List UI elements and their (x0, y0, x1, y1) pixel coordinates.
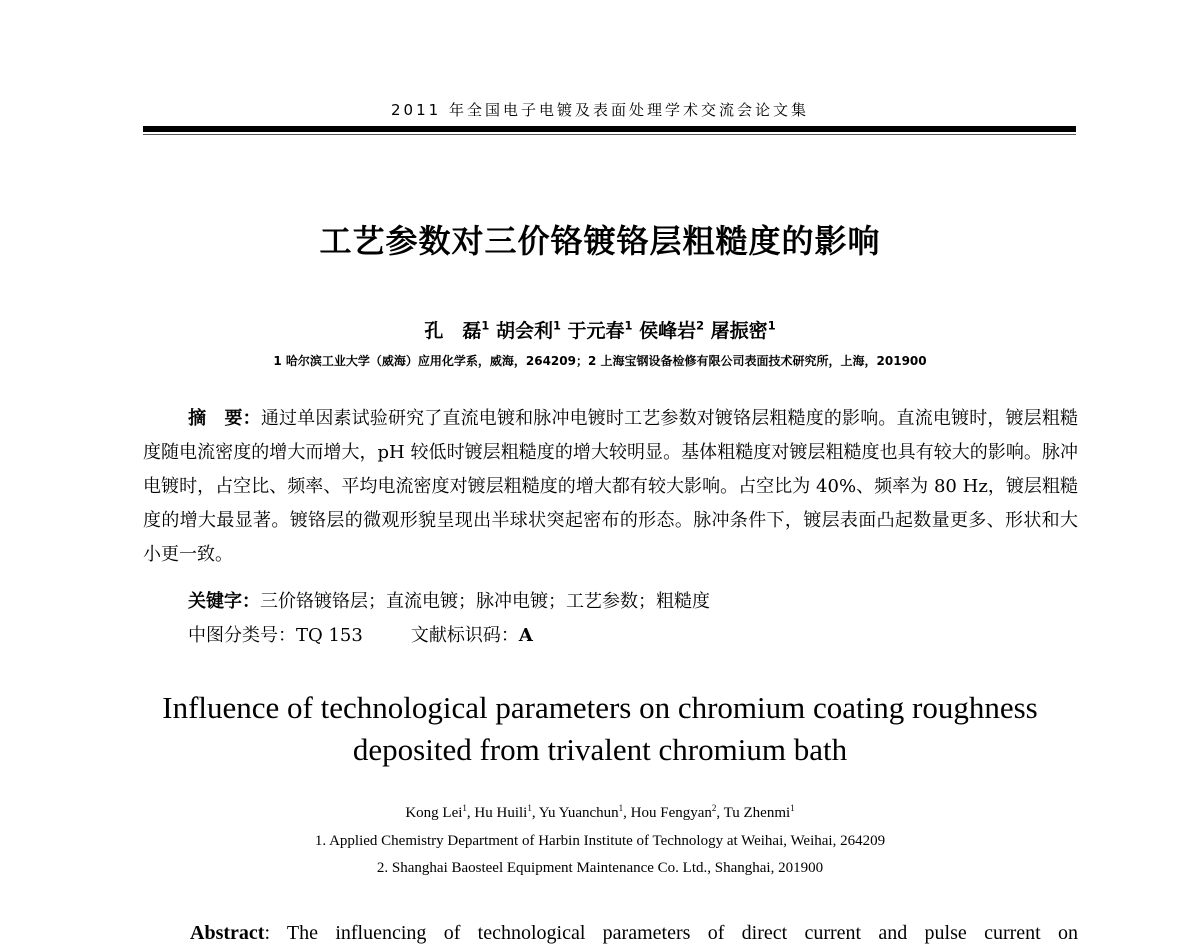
running-head: 2011 年全国电子电镀及表面处理学术交流会论文集 (391, 101, 809, 119)
doc-code-value: A (518, 625, 533, 646)
affiliation-en-1: 1. Applied Chemistry Department of Harbin Institute of Technology at Weihai, Weihai, 264209 (314, 833, 886, 849)
author-cn: 屠振密$^1$ (710, 318, 776, 342)
author-cn: 胡会利$^1$ (495, 318, 561, 342)
keywords-label-cn: 关键字： (188, 591, 260, 612)
abstract-label-en: Abstract (190, 922, 265, 944)
abstract-text-cn: 通过单因素试验研究了直流电镀和脉冲电镀时工艺参数对镀铬层粗糙度的影响。直流电镀时，镀层粗糙度随电流密度的增大而增大，pH 较低时镀层粗糙度的增大较明显。基体粗糙度对镀层粗糙度也具有较大的影响。脉冲电镀时，占空比、频率、平均电流密度对镀层粗糙度的增大都有较大影响。占空比为 40%、频率为 80 Hz，镀层粗糙度的增大最显著。镀铬层的微观形貌呈现出半球状突起密布的形态。脉冲条件下，镀层表面凸起数量更多、形状和大小更一致。 (143, 408, 1079, 565)
author-cn: 侯峰岩$^2$ (639, 318, 705, 342)
classification-line (188, 622, 533, 650)
author-cn: 于元春$^1$ (567, 318, 633, 342)
keywords-cn (188, 588, 710, 616)
doc-code-label: 文献标识码： (410, 625, 519, 646)
abstract-label-cn: 摘 要： (188, 408, 261, 429)
author-en: Kong Lei$^1$, (405, 803, 475, 821)
abstract-text-en: : The influencing of technological parameters of direct current and pulse current on (264, 922, 1078, 944)
affiliation-en-2: 2. Shanghai Baosteel Equipment Maintenance Co. Ltd., Shanghai, 201900 (376, 860, 824, 876)
abstract-cn (143, 402, 1078, 572)
affiliations-cn: 1 哈尔滨工业大学（威海）应用化学系，威海，264209；2 上海宝钢设备检修有限公司表面技术研究所，上海，201900 (273, 354, 927, 368)
author-en: Hou Fengyan$^2$, (630, 803, 724, 821)
clc-label: 中图分类号： (188, 625, 296, 646)
author-cn: 孔 磊$^1$ (424, 318, 490, 342)
author-en: Hu Huili$^1$, (474, 803, 539, 821)
paper-title-en (0, 687, 1200, 771)
header-rule-thick (143, 126, 1076, 132)
author-en: Yu Yuanchun$^1$, (538, 803, 631, 821)
paper-title-en-line2: deposited from trivalent chromium bath (352, 732, 848, 767)
authors-cn (0, 316, 1200, 343)
paper-title-en-line1: Influence of technological parameters on chromium coating roughness (162, 690, 1038, 725)
authors-en (0, 805, 1200, 822)
clc-value: TQ 153 (296, 625, 363, 646)
abstract-en (190, 922, 1078, 945)
header-rule-thin (143, 134, 1076, 135)
author-en: Tu Zhenmi$^1$ (723, 803, 795, 821)
paper-title-cn: 工艺参数对三价铬镀铬层粗糙度的影响 (319, 222, 881, 260)
keywords-text-cn: 三价铬镀铬层；直流电镀；脉冲电镀；工艺参数；粗糙度 (260, 591, 710, 612)
